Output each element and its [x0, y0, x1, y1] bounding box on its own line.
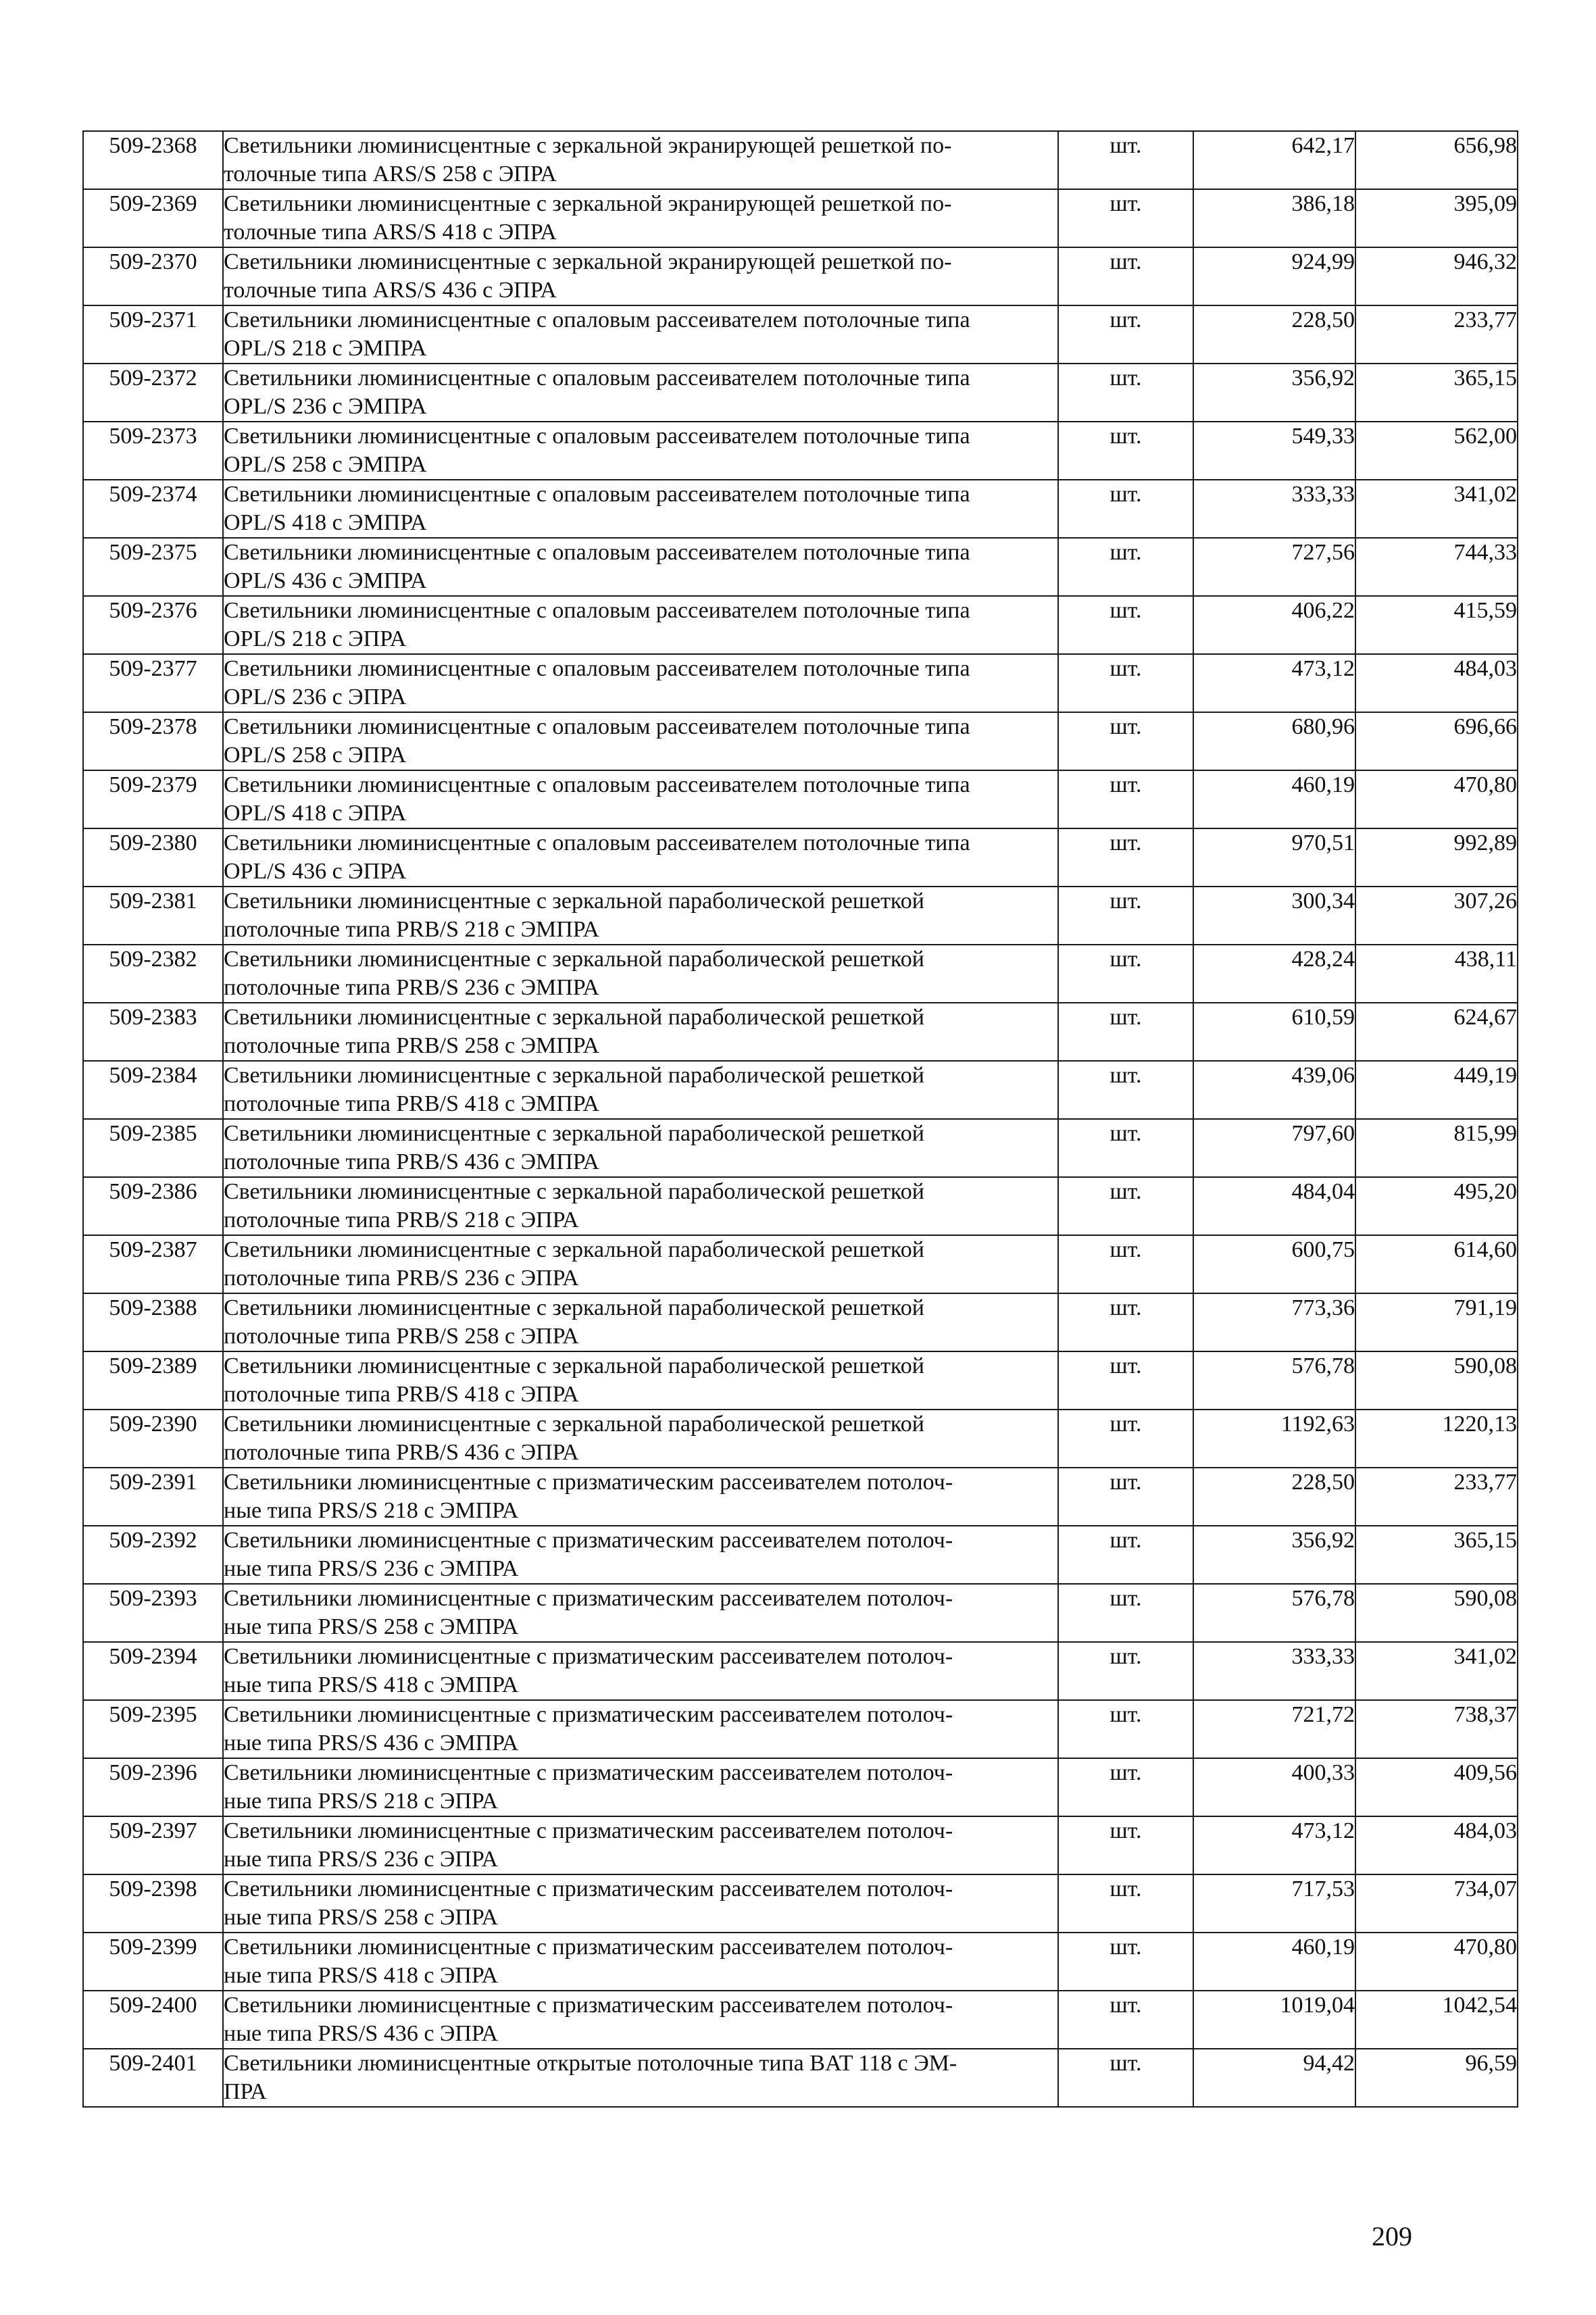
item-name-cell: [223, 2049, 1058, 2107]
item-name: Светильники люминисцентные с призматическим рассеивателем потолоч- ные типа PRS/S 218 с ЭПРА: [224, 1760, 953, 1814]
item-code: 509-2377: [83, 654, 223, 712]
item-name: Светильники люминисцентные с призматическим рассеивателем потолоч- ные типа PRS/S 236 с ЭМПРА: [224, 1528, 953, 1581]
item-price-1: 1192,63: [1193, 1410, 1355, 1468]
item-name-cell: [223, 1177, 1058, 1235]
table-row: [83, 1642, 1518, 1700]
item-price-1: 428,24: [1193, 945, 1355, 1003]
item-price-2: 484,03: [1355, 654, 1518, 712]
item-code: 509-2393: [83, 1584, 223, 1642]
item-price-1: 576,78: [1193, 1584, 1355, 1642]
item-name-cell: [223, 1874, 1058, 1933]
item-name: Светильники люминисцентные с зеркальной параболической решеткой потолочные типа PRB/S 436 с ЭПРА: [224, 1412, 924, 1465]
item-name: Светильники люминисцентные с опаловым рассеивателем потолочные типа OPL/S 258 с ЭМПРА: [224, 424, 970, 477]
item-code: 509-2400: [83, 1991, 223, 2049]
item-code: 509-2380: [83, 828, 223, 887]
item-code: 509-2391: [83, 1468, 223, 1526]
item-name: Светильники люминисцентные с призматическим рассеивателем потолоч- ные типа PRS/S 236 с ЭПРА: [224, 1818, 953, 1872]
item-name: Светильники люминисцентные с опаловым рассеивателем потолочные типа OPL/S 218 с ЭМПРА: [224, 307, 970, 361]
item-code: 509-2389: [83, 1351, 223, 1410]
item-price-1: 333,33: [1193, 1642, 1355, 1700]
item-unit: шт.: [1058, 887, 1193, 945]
table-row: [83, 828, 1518, 887]
table-row: [83, 1119, 1518, 1177]
item-name-cell: [223, 828, 1058, 887]
item-name: Светильники люминисцентные с зеркальной параболической решеткой потолочные типа PRB/S 418 с ЭПРА: [224, 1353, 924, 1407]
table-row: [83, 1758, 1518, 1816]
item-name: Светильники люминисцентные с зеркальной параболической решеткой потолочные типа PRB/S 236 с ЭМПРА: [224, 947, 924, 1000]
table-row: [83, 1584, 1518, 1642]
item-price-1: 610,59: [1193, 1003, 1355, 1061]
item-code: 509-2381: [83, 887, 223, 945]
table-row: [83, 131, 1518, 189]
item-name: Светильники люминисцентные с призматическим рассеивателем потолоч- ные типа PRS/S 436 с ЭМПРА: [224, 1702, 953, 1756]
item-price-1: 333,33: [1193, 480, 1355, 538]
table-row: [83, 1700, 1518, 1758]
item-unit: шт.: [1058, 364, 1193, 422]
item-code: 509-2382: [83, 945, 223, 1003]
item-name-cell: [223, 480, 1058, 538]
table-row: [83, 1874, 1518, 1933]
item-price-1: 406,22: [1193, 596, 1355, 654]
item-price-1: 228,50: [1193, 1468, 1355, 1526]
item-code: 509-2375: [83, 538, 223, 596]
item-price-2: 562,00: [1355, 422, 1518, 480]
item-name-cell: [223, 1758, 1058, 1816]
item-code: 509-2374: [83, 480, 223, 538]
table-row: [83, 422, 1518, 480]
item-price-1: 721,72: [1193, 1700, 1355, 1758]
item-code: 509-2388: [83, 1293, 223, 1351]
table-row: [83, 1003, 1518, 1061]
item-name-cell: [223, 1700, 1058, 1758]
item-unit: шт.: [1058, 1874, 1193, 1933]
item-unit: шт.: [1058, 422, 1193, 480]
item-code: 509-2373: [83, 422, 223, 480]
item-name-cell: [223, 1119, 1058, 1177]
item-code: 509-2394: [83, 1642, 223, 1700]
item-code: 509-2368: [83, 131, 223, 189]
item-name: Светильники люминисцентные с призматическим рассеивателем потолоч- ные типа PRS/S 418 с ЭМПРА: [224, 1644, 953, 1697]
item-name-cell: [223, 596, 1058, 654]
price-table: [82, 130, 1518, 2108]
item-price-2: 415,59: [1355, 596, 1518, 654]
table-row: [83, 1991, 1518, 2049]
item-unit: шт.: [1058, 1351, 1193, 1410]
item-code: 509-2384: [83, 1061, 223, 1119]
table-row: [83, 1061, 1518, 1119]
item-name-cell: [223, 1235, 1058, 1293]
item-name-cell: [223, 1816, 1058, 1874]
item-code: 509-2392: [83, 1526, 223, 1584]
item-unit: шт.: [1058, 1468, 1193, 1526]
item-code: 509-2376: [83, 596, 223, 654]
item-unit: шт.: [1058, 945, 1193, 1003]
item-code: 509-2383: [83, 1003, 223, 1061]
item-price-2: 696,66: [1355, 712, 1518, 770]
table-row: [83, 945, 1518, 1003]
item-code: 509-2371: [83, 305, 223, 364]
item-unit: шт.: [1058, 1991, 1193, 2049]
item-name-cell: [223, 770, 1058, 828]
item-price-1: 797,60: [1193, 1119, 1355, 1177]
item-code: 509-2385: [83, 1119, 223, 1177]
item-code: 509-2401: [83, 2049, 223, 2107]
item-unit: шт.: [1058, 596, 1193, 654]
item-price-1: 484,04: [1193, 1177, 1355, 1235]
item-name-cell: [223, 1933, 1058, 1991]
item-price-2: 495,20: [1355, 1177, 1518, 1235]
item-name: Светильники люминисцентные с зеркальной параболической решеткой потолочные типа PRB/S 418 с ЭМПРА: [224, 1063, 924, 1116]
item-unit: шт.: [1058, 1526, 1193, 1584]
item-name: Светильники люминисцентные с зеркальной параболической решеткой потолочные типа PRB/S 258 с ЭПРА: [224, 1295, 924, 1349]
item-name-cell: [223, 1061, 1058, 1119]
item-price-2: 233,77: [1355, 1468, 1518, 1526]
item-price-1: 356,92: [1193, 364, 1355, 422]
price-table-body: [83, 131, 1518, 2107]
table-row: [83, 247, 1518, 305]
table-row: [83, 1933, 1518, 1991]
item-unit: шт.: [1058, 247, 1193, 305]
item-name-cell: [223, 1410, 1058, 1468]
item-name: Светильники люминисцентные с призматическим рассеивателем потолоч- ные типа PRS/S 436 с ЭПРА: [224, 1993, 953, 2046]
item-unit: шт.: [1058, 1410, 1193, 1468]
item-unit: шт.: [1058, 1758, 1193, 1816]
item-unit: шт.: [1058, 1119, 1193, 1177]
item-code: 509-2395: [83, 1700, 223, 1758]
item-code: 509-2390: [83, 1410, 223, 1468]
item-price-1: 400,33: [1193, 1758, 1355, 1816]
item-price-1: 300,34: [1193, 887, 1355, 945]
item-price-2: 656,98: [1355, 131, 1518, 189]
item-price-1: 228,50: [1193, 305, 1355, 364]
item-code: 509-2378: [83, 712, 223, 770]
item-price-2: 738,37: [1355, 1700, 1518, 1758]
item-name-cell: [223, 131, 1058, 189]
item-name: Светильники люминисцентные с опаловым рассеивателем потолочные типа OPL/S 236 с ЭМПРА: [224, 366, 970, 419]
item-name: Светильники люминисцентные с опаловым рассеивателем потолочные типа OPL/S 418 с ЭПРА: [224, 772, 970, 826]
item-price-2: 1042,54: [1355, 1991, 1518, 2049]
table-row: [83, 887, 1518, 945]
item-name-cell: [223, 654, 1058, 712]
item-name: Светильники люминисцентные с призматическим рассеивателем потолоч- ные типа PRS/S 418 с ЭПРА: [224, 1935, 953, 1988]
item-name: Светильники люминисцентные с зеркальной параболической решеткой потолочные типа PRB/S 436 с ЭМПРА: [224, 1121, 924, 1174]
item-unit: шт.: [1058, 1061, 1193, 1119]
item-code: 509-2396: [83, 1758, 223, 1816]
item-code: 509-2398: [83, 1874, 223, 1933]
item-code: 509-2386: [83, 1177, 223, 1235]
item-price-1: 94,42: [1193, 2049, 1355, 2107]
item-name-cell: [223, 247, 1058, 305]
item-price-2: 484,03: [1355, 1816, 1518, 1874]
item-price-2: 341,02: [1355, 480, 1518, 538]
item-code: 509-2370: [83, 247, 223, 305]
item-code: 509-2399: [83, 1933, 223, 1991]
item-name: Светильники люминисцентные с опаловым рассеивателем потолочные типа OPL/S 418 с ЭМПРА: [224, 482, 970, 535]
item-name: Светильники люминисцентные с зеркальной параболической решеткой потолочные типа PRB/S 258 с ЭМПРА: [224, 1005, 924, 1058]
item-name-cell: [223, 1468, 1058, 1526]
item-name-cell: [223, 1584, 1058, 1642]
item-price-2: 614,60: [1355, 1235, 1518, 1293]
item-unit: шт.: [1058, 1933, 1193, 1991]
item-name: Светильники люминисцентные с зеркальной экранирующей решеткой по- толочные типа ARS/S 258 с ЭПРА: [224, 133, 952, 186]
item-price-2: 470,80: [1355, 770, 1518, 828]
item-price-2: 744,33: [1355, 538, 1518, 596]
item-price-2: 992,89: [1355, 828, 1518, 887]
item-price-2: 1220,13: [1355, 1410, 1518, 1468]
item-price-2: 734,07: [1355, 1874, 1518, 1933]
item-name-cell: [223, 887, 1058, 945]
item-unit: шт.: [1058, 1584, 1193, 1642]
table-row: [83, 1177, 1518, 1235]
table-row: [83, 712, 1518, 770]
item-price-1: 576,78: [1193, 1351, 1355, 1410]
table-row: [83, 1526, 1518, 1584]
item-code: 509-2369: [83, 189, 223, 247]
item-name: Светильники люминисцентные с опаловым рассеивателем потолочные типа OPL/S 436 с ЭМПРА: [224, 540, 970, 593]
item-name-cell: [223, 1351, 1058, 1410]
item-unit: шт.: [1058, 1235, 1193, 1293]
item-price-2: 624,67: [1355, 1003, 1518, 1061]
table-row: [83, 1410, 1518, 1468]
item-price-1: 642,17: [1193, 131, 1355, 189]
table-row: [83, 305, 1518, 364]
page-number: 209: [1372, 2221, 1412, 2251]
item-name: Светильники люминисцентные с зеркальной параболической решеткой потолочные типа PRB/S 218 с ЭМПРА: [224, 889, 924, 942]
table-row: [83, 1816, 1518, 1874]
item-name-cell: [223, 1991, 1058, 2049]
item-price-2: 449,19: [1355, 1061, 1518, 1119]
table-row: [83, 654, 1518, 712]
table-row: [83, 770, 1518, 828]
item-unit: шт.: [1058, 305, 1193, 364]
item-unit: шт.: [1058, 1700, 1193, 1758]
item-price-1: 439,06: [1193, 1061, 1355, 1119]
table-row: [83, 2049, 1518, 2107]
item-name-cell: [223, 1003, 1058, 1061]
item-name: Светильники люминисцентные с призматическим рассеивателем потолоч- ные типа PRS/S 258 с ЭПРА: [224, 1876, 953, 1930]
table-row: [83, 538, 1518, 596]
item-price-1: 924,99: [1193, 247, 1355, 305]
item-name: Светильники люминисцентные с опаловым рассеивателем потолочные типа OPL/S 436 с ЭПРА: [224, 830, 970, 884]
item-unit: шт.: [1058, 131, 1193, 189]
item-name-cell: [223, 364, 1058, 422]
item-unit: шт.: [1058, 2049, 1193, 2107]
item-price-1: 460,19: [1193, 1933, 1355, 1991]
item-price-1: 1019,04: [1193, 1991, 1355, 2049]
item-name: Светильники люминисцентные с зеркальной экранирующей решеткой по- толочные типа ARS/S 436 с ЭПРА: [224, 249, 952, 303]
item-price-2: 590,08: [1355, 1584, 1518, 1642]
item-price-2: 438,11: [1355, 945, 1518, 1003]
item-name-cell: [223, 189, 1058, 247]
item-price-1: 727,56: [1193, 538, 1355, 596]
item-price-2: 815,99: [1355, 1119, 1518, 1177]
item-unit: шт.: [1058, 538, 1193, 596]
item-unit: шт.: [1058, 1642, 1193, 1700]
item-unit: шт.: [1058, 1177, 1193, 1235]
item-price-1: 680,96: [1193, 712, 1355, 770]
item-price-1: 473,12: [1193, 1816, 1355, 1874]
item-code: 509-2372: [83, 364, 223, 422]
item-name: Светильники люминисцентные с зеркальной параболической решеткой потолочные типа PRB/S 218 с ЭПРА: [224, 1179, 924, 1233]
item-name: Светильники люминисцентные с зеркальной экранирующей решеткой по- толочные типа ARS/S 418 с ЭПРА: [224, 191, 952, 245]
item-price-1: 717,53: [1193, 1874, 1355, 1933]
item-price-2: 307,26: [1355, 887, 1518, 945]
item-unit: шт.: [1058, 1003, 1193, 1061]
item-price-1: 356,92: [1193, 1526, 1355, 1584]
item-price-2: 946,32: [1355, 247, 1518, 305]
item-price-2: 233,77: [1355, 305, 1518, 364]
item-name-cell: [223, 305, 1058, 364]
item-price-2: 365,15: [1355, 364, 1518, 422]
item-price-1: 970,51: [1193, 828, 1355, 887]
item-name: Светильники люминисцентные с опаловым рассеивателем потолочные типа OPL/S 258 с ЭПРА: [224, 714, 970, 768]
item-unit: шт.: [1058, 1293, 1193, 1351]
item-name-cell: [223, 422, 1058, 480]
item-name-cell: [223, 1642, 1058, 1700]
item-unit: шт.: [1058, 189, 1193, 247]
item-code: 509-2397: [83, 1816, 223, 1874]
item-price-2: 409,56: [1355, 1758, 1518, 1816]
item-unit: шт.: [1058, 480, 1193, 538]
item-price-2: 96,59: [1355, 2049, 1518, 2107]
item-name: Светильники люминисцентные с опаловым рассеивателем потолочные типа OPL/S 236 с ЭПРА: [224, 656, 970, 710]
table-row: [83, 1468, 1518, 1526]
item-price-2: 341,02: [1355, 1642, 1518, 1700]
item-name: Светильники люминисцентные с опаловым рассеивателем потолочные типа OPL/S 218 с ЭПРА: [224, 598, 970, 651]
item-price-1: 386,18: [1193, 189, 1355, 247]
table-row: [83, 1235, 1518, 1293]
item-unit: шт.: [1058, 770, 1193, 828]
table-row: [83, 364, 1518, 422]
item-price-1: 473,12: [1193, 654, 1355, 712]
item-price-2: 395,09: [1355, 189, 1518, 247]
item-price-1: 549,33: [1193, 422, 1355, 480]
item-name: Светильники люминисцентные с призматическим рассеивателем потолоч- ные типа PRS/S 258 с ЭМПРА: [224, 1586, 953, 1639]
item-price-2: 470,80: [1355, 1933, 1518, 1991]
item-code: 509-2387: [83, 1235, 223, 1293]
item-name-cell: [223, 538, 1058, 596]
item-name: Светильники люминисцентные с призматическим рассеивателем потолоч- ные типа PRS/S 218 с ЭМПРА: [224, 1470, 953, 1523]
table-row: [83, 1293, 1518, 1351]
item-price-2: 365,15: [1355, 1526, 1518, 1584]
item-name-cell: [223, 1526, 1058, 1584]
item-unit: шт.: [1058, 828, 1193, 887]
item-name-cell: [223, 1293, 1058, 1351]
item-price-1: 600,75: [1193, 1235, 1355, 1293]
table-row: [83, 1351, 1518, 1410]
item-name-cell: [223, 712, 1058, 770]
table-row: [83, 480, 1518, 538]
item-price-1: 773,36: [1193, 1293, 1355, 1351]
item-name: Светильники люминисцентные открытые потолочные типа BAT 118 с ЭМ- ПРА: [224, 2051, 957, 2104]
item-price-2: 590,08: [1355, 1351, 1518, 1410]
item-name: Светильники люминисцентные с зеркальной параболической решеткой потолочные типа PRB/S 236 с ЭПРА: [224, 1237, 924, 1291]
table-row: [83, 189, 1518, 247]
item-price-2: 791,19: [1355, 1293, 1518, 1351]
item-unit: шт.: [1058, 654, 1193, 712]
item-code: 509-2379: [83, 770, 223, 828]
item-name-cell: [223, 945, 1058, 1003]
table-row: [83, 596, 1518, 654]
item-price-1: 460,19: [1193, 770, 1355, 828]
item-unit: шт.: [1058, 1816, 1193, 1874]
item-unit: шт.: [1058, 712, 1193, 770]
